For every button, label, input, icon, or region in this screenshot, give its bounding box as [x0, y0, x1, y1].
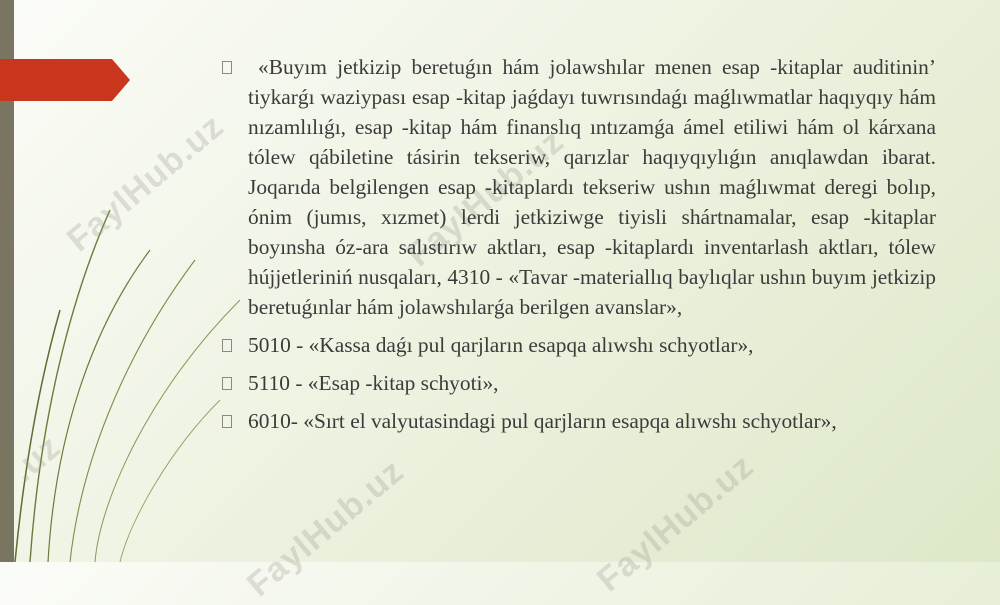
watermark-2: FaylHub.uz [400, 122, 572, 275]
slide-body [222, 52, 936, 436]
bullet-text: 5010 - «Kassa daǵı pul qarjların esapqa alıwshı schyotlar», [248, 333, 754, 357]
bullet-icon [222, 61, 232, 74]
bullet-text: «Buyım jetkizip beretuǵın hám jolawshılar menen esap -kitaplar auditinin’ tiykarǵı waziypası esap -kitap jaǵdayı tuwrısındaǵı maǵlıwmatlar haqıyqıy hám nızamlılıǵı, esap -kitap hám finanslıq ıntızamǵa ámel etiliwi hám ol kárxana tólew qábiletine tásirin tekseriw, qarızlar haqıyqıylıǵın anıqlawdan ibarat. Joqarıda belgilengen esap -kitaplardı tekseriw ushın maǵlıwmat deregi bolıp, ónim (jumıs, xızmet) lerdi jetkiziwge tiyisli shártnamalar, esap -kitaplar boyınsha óz-ara salıstırıw aktları, esap -kitaplardı inventarlash aktları, tólew hújjetleriniń nusqaları, 4310 - «Tavar -materiallıq baylıqlar ushın buyım jetkizip beretuǵınlar hám jolawshılarǵa berilgen avanslar», [248, 55, 936, 319]
watermark-1: FaylHub.uz [60, 107, 232, 260]
watermark-3: FaylHub.uz [240, 452, 412, 605]
watermark-5: .uz [5, 427, 68, 490]
title-arrow-shape [0, 59, 130, 101]
bullet-text: 5110 - «Esap -kitap schyoti», [248, 371, 499, 395]
bullet-item [222, 52, 936, 322]
watermark-4: FaylHub.uz [590, 447, 762, 600]
bullet-item [222, 368, 936, 398]
bullet-icon [222, 339, 232, 352]
bullet-item [222, 406, 936, 436]
bullet-item [222, 330, 936, 360]
bullet-text: 6010- «Sırt el valyutasindagi pul qarjların esapqa alıwshı schyotlar», [248, 409, 837, 433]
bullet-icon [222, 415, 232, 428]
bullet-icon [222, 377, 232, 390]
